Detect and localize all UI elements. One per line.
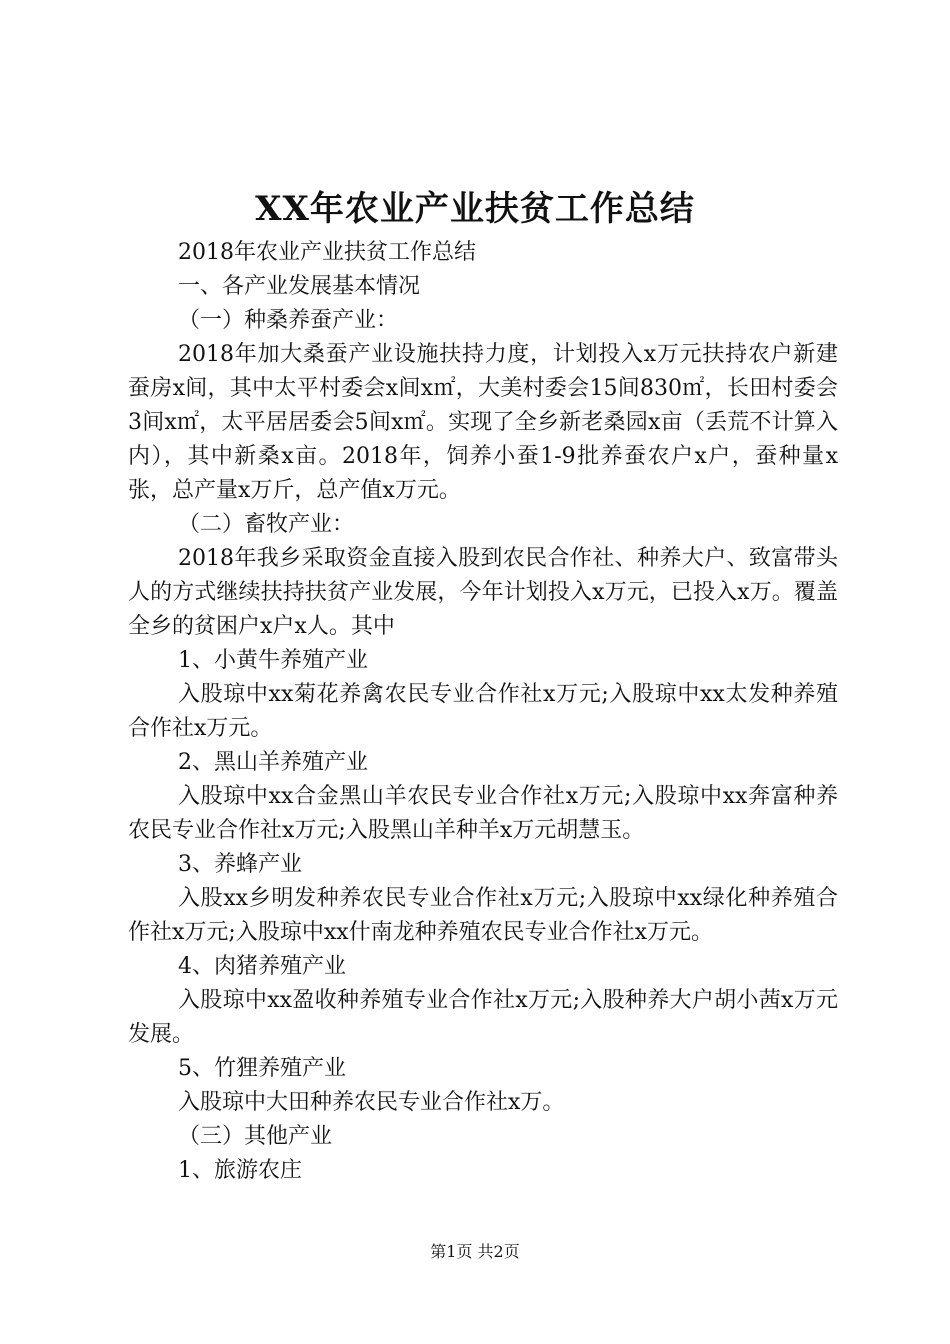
paragraph: 入股xx乡明发种养农民专业合作社x万元;入股琼中xx绿化种养殖合作社x万元;入股琼中xx什南龙种养殖农民专业合作社x万元。 xyxy=(128,886,838,945)
paragraph: 入股琼中大田种养农民专业合作社x万。 xyxy=(178,1090,565,1115)
document-title: XX年农业产业扶贫工作总结 xyxy=(255,189,695,229)
document-body xyxy=(128,236,838,1188)
item-heading: 1、旅游农庄 xyxy=(178,1158,302,1183)
paragraph: 2018年加大桑蚕产业设施扶持力度，计划投入x万元扶持农户新建蚕房x间，其中太平村委会x间x㎡，大美村委会15间830㎡，长田村委会3间x㎡，太平居居委会5间x㎡。实现了全乡新老桑园x亩（丢荒不计算入内），其中新桑x亩。2018年，饲养小蚕1-9批养蚕农户x户，蚕种量x张，总产量x万斤，总产值x万元。 xyxy=(128,342,838,503)
page-footer: 第1页 共2页 xyxy=(430,1242,520,1261)
subsection-heading: （三）其他产业 xyxy=(178,1124,333,1149)
item-heading: 1、小黄牛养殖产业 xyxy=(178,648,368,673)
item-heading: 3、养蜂产业 xyxy=(178,852,302,877)
item-heading: 2、黑山羊养殖产业 xyxy=(178,750,368,775)
paragraph: 入股琼中xx合金黑山羊农民专业合作社x万元;入股琼中xx奔富种养农民专业合作社x万元;入股黑山羊种羊x万元胡慧玉。 xyxy=(128,784,838,843)
paragraph: 入股琼中xx菊花养禽农民专业合作社x万元;入股琼中xx太发种养殖合作社x万元。 xyxy=(128,682,838,741)
subsection-heading: （一）种桑养蚕产业： xyxy=(178,308,399,333)
paragraph: 2018年我乡采取资金直接入股到农民合作社、种养大户、致富带头人的方式继续扶持扶贫产业发展，今年计划投入x万元，已投入x万。覆盖全乡的贫困户x户x人。其中 xyxy=(128,546,838,639)
subsection-heading: （二）畜牧产业： xyxy=(178,512,355,537)
paragraph: 入股琼中xx盈收种养殖专业合作社x万元;入股种养大户胡小茜x万元发展。 xyxy=(128,988,838,1047)
item-heading: 5、竹狸养殖产业 xyxy=(178,1056,346,1081)
item-heading: 4、肉猪养殖产业 xyxy=(178,954,346,979)
paragraph: 2018年农业产业扶贫工作总结 xyxy=(178,240,476,265)
section-heading: 一、各产业发展基本情况 xyxy=(178,274,421,299)
